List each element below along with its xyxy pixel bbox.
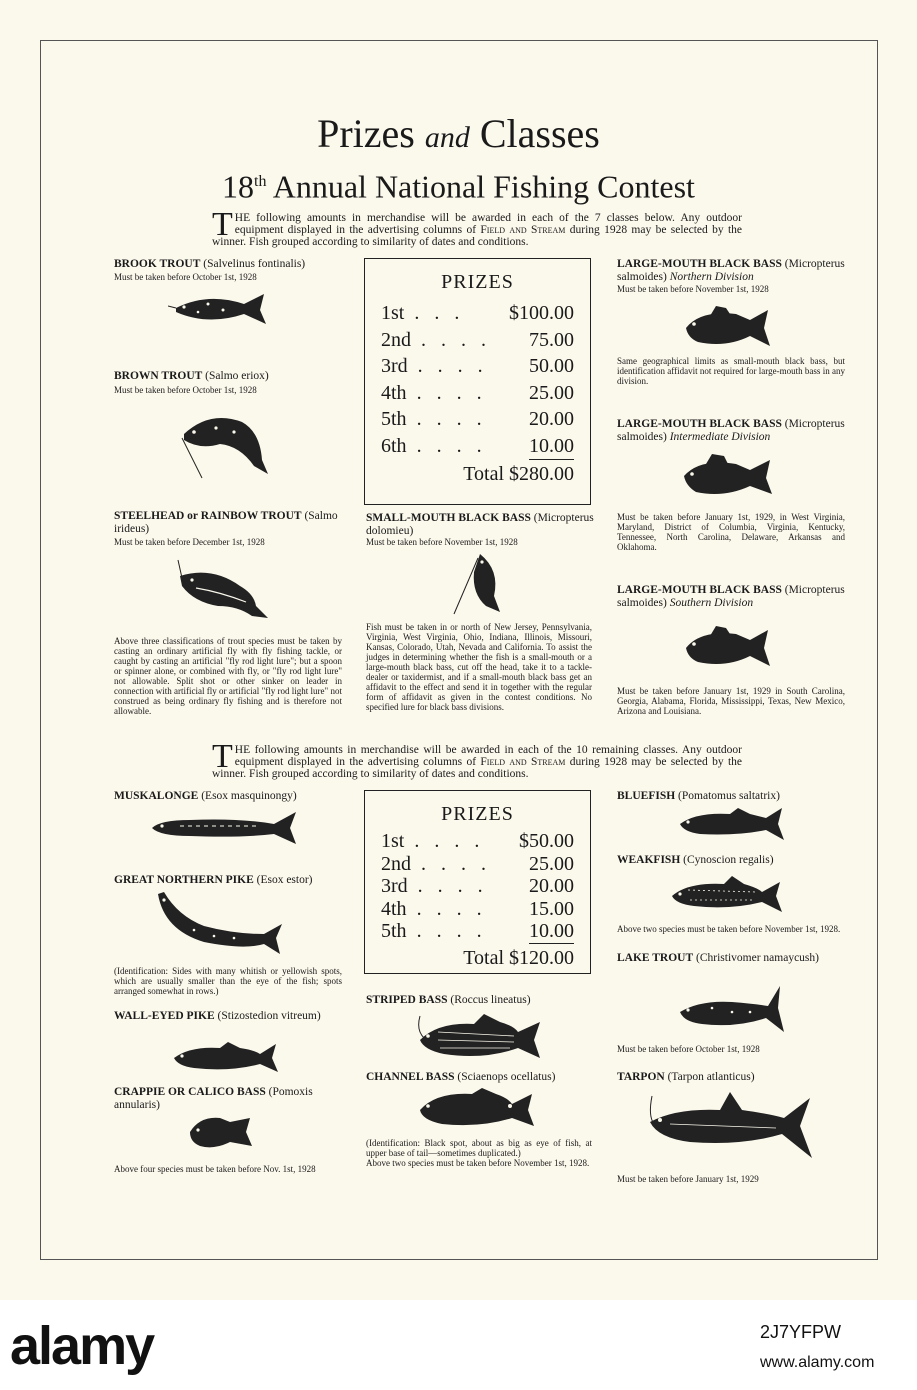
class-lake-trout: LAKE TROUT (Christivomer namaycush)	[617, 952, 819, 964]
class-largemouth-south: LARGE-MOUTH BLACK BASS (Micropterus salmoides) Southern Division	[617, 584, 845, 609]
muskalonge-icon	[150, 808, 300, 848]
prize-total-2: Total $120.00	[463, 946, 574, 969]
largemouth-bass-intermediate-icon	[678, 452, 778, 502]
watermark-url: www.alamy.com	[760, 1354, 875, 1371]
brook-trout-icon	[168, 290, 268, 330]
page-title: Prizes and Classes	[317, 111, 600, 156]
bluefish-icon	[676, 804, 786, 844]
watermark-logo: alamy	[10, 1316, 154, 1376]
prize-row: 5th . . . . 10.00	[381, 920, 574, 942]
weakfish-icon	[668, 874, 784, 918]
class-muskalonge: MUSKALONGE (Esox masquinongy)	[114, 790, 297, 802]
prize-row: 2nd . . . . 75.00	[381, 328, 574, 351]
largemouth-bass-north-icon	[680, 302, 775, 352]
striped-bass-icon	[414, 1010, 544, 1066]
rule-smallmouth-bass: Must be taken before November 1st, 1928	[366, 537, 518, 547]
rule-lake-trout: Must be taken before October 1st, 1928	[617, 1044, 760, 1054]
smallmouth-bass-icon	[450, 550, 510, 620]
prize-row: 1st . . . $100.00	[381, 302, 574, 324]
tarpon-icon	[646, 1088, 816, 1164]
prize-total-1: Total $280.00	[463, 463, 574, 485]
prize-row: 3rd . . . . 20.00	[381, 875, 574, 897]
largemouth-intermediate-note: Must be taken before January 1st, 1929, in West Virginia, Maryland, District of Columbia, Virginia, Kentucky, Tennessee, North Carolina, Delaware, Arkansas and Oklahoma.	[617, 512, 845, 552]
class-tarpon: TARPON (Tarpon atlanticus)	[617, 1071, 755, 1083]
rainbow-trout-icon	[176, 558, 270, 628]
intro-paragraph-1: THE following amounts in merchandise will be awarded in each of the 7 classes below. Any outdoor equipment displayed in the advertising columns of Field and Stream during 1928 may be selected by the winner. Fish grouped according to similarity of dates and conditions.	[212, 206, 743, 248]
prizes-box-2	[364, 790, 591, 974]
class-channel-bass: CHANNEL BASS (Sciaenops ocellatus)	[366, 1071, 556, 1083]
prizes-box-1	[364, 258, 591, 505]
rule-tarpon: Must be taken before January 1st, 1929	[617, 1174, 759, 1184]
intro-paragraph-2: THE following amounts in merchandise will be awarded in each of the 10 remaining classes. Any outdoor equipment displayed in the advertising columns of Field and Stream during 1928 may be selected by the winner. Fish grouped according to similarity of dates and conditions.	[212, 738, 743, 780]
prize-row: 3rd . . . . 50.00	[381, 355, 574, 377]
lake-trout-icon	[676, 982, 786, 1038]
northern-pike-icon	[154, 890, 284, 960]
channel-bass-icon	[416, 1084, 536, 1134]
brown-trout-icon	[180, 400, 270, 480]
walleye-icon	[170, 1040, 280, 1076]
rule-brook-trout: Must be taken before October 1st, 1928	[114, 272, 257, 282]
largemouth-bass-south-icon	[680, 622, 775, 672]
class-largemouth-intermediate: LARGE-MOUTH BLACK BASS (Micropterus salmoides) Intermediate Division	[617, 418, 845, 443]
class-largemouth-north: LARGE-MOUTH BLACK BASS (Micropterus salmoides) Northern Division	[617, 258, 845, 283]
prizes-heading-2: PRIZES	[441, 803, 514, 825]
class-smallmouth-bass: SMALL-MOUTH BLACK BASS (Micropterus dolomieu)	[366, 512, 594, 537]
class-great-northern-pike: GREAT NORTHERN PIKE (Esox estor)	[114, 874, 313, 886]
rule-brown-trout: Must be taken before October 1st, 1928	[114, 385, 257, 395]
rule-largemouth-north: Must be taken before November 1st, 1928	[617, 284, 769, 294]
class-striped-bass: STRIPED BASS (Roccus lineatus)	[366, 994, 531, 1006]
rule-steelhead-trout: Must be taken before December 1st, 1928	[114, 537, 265, 547]
prize-row: 4th . . . . 15.00	[381, 897, 574, 920]
largemouth-north-note: Same geographical limits as small-mouth black bass, but identification affidavit not required for large-mouth bass in any division.	[617, 356, 845, 386]
prize-row: 4th . . . . 25.00	[381, 381, 574, 404]
largemouth-south-note: Must be taken before January 1st, 1929 in South Carolina, Georgia, Alabama, Florida, Mississippi, Texas, New Mexico, Arizona and Louisiana.	[617, 686, 845, 716]
prize-row: 5th . . . . 20.00	[381, 408, 574, 430]
channel-bass-note: (Identification: Black spot, about as big as eye of fish, at upper base of tail—sometimes duplicated.) Above two species must be taken before November 1st, 1928.	[366, 1138, 592, 1168]
class-bluefish: BLUEFISH (Pomatomus saltatrix)	[617, 790, 780, 802]
class-crappie: CRAPPIE OR CALICO BASS (Pomoxis annularis)	[114, 1086, 313, 1111]
class-brook-trout: BROOK TROUT (Salvelinus fontinalis)	[114, 258, 306, 270]
prize-row: 2nd . . . . 25.00	[381, 852, 574, 875]
prizes-heading-1: PRIZES	[441, 271, 514, 293]
watermark-image-id: 2J7YFPW	[760, 1322, 842, 1342]
pike-identification-note: (Identification: Sides with many whitish or yellowish spots, which are usually smaller than the eye of the fish; spots arranged somewhat in rows.)	[114, 966, 342, 996]
trout-rules-note: Above three classifications of trout species must be taken by casting an ordinary artificial fly with fly fishing tackle, or caught by casting an artificial "fly rod light lure"; but a spoon or spinner alone, or combined with fly, or "fly rod light lure" not allowable. Split shot or other sinker on leader in connection with artificial fly or artificial "fly rod light lure" not construed as being ordinary fly fishing and is therefore not allowable.	[114, 636, 342, 716]
class-walleyed-pike: WALL-EYED PIKE (Stizostedion vitreum)	[114, 1010, 321, 1022]
page-subtitle: 18th Annual National Fishing Contest	[222, 168, 695, 205]
four-species-note: Above four species must be taken before Nov. 1st, 1928	[114, 1164, 316, 1174]
crappie-icon	[186, 1112, 256, 1152]
class-brown-trout: BROWN TROUT (Salmo eriox)	[114, 370, 269, 382]
prize-row: 1st . . . . $50.00	[381, 830, 574, 852]
class-weakfish: WEAKFISH (Cynoscion regalis)	[617, 854, 774, 866]
class-steelhead-trout: STEELHEAD or RAINBOW TROUT (Salmo irideus)	[114, 510, 338, 535]
prize-row: 6th . . . . 10.00	[365, 433, 590, 461]
smallmouth-note: Fish must be taken in or north of New Jersey, Pennsylvania, Virginia, West Virginia, Ohio, Indiana, Illinois, Missouri, Kansas, Colorado, Utah, Nevada and California. To assist the judges in determining whether the fish is a small-mouth or a large-mouth black bass, cut off the head, take it to a tackle-dealer or taxidermist, and if a small-mouth black bass get an affidavit to the effect and send it in together with the regular form of affidavit as given in the contest conditions. No specified lure for black bass divisions.	[366, 622, 592, 712]
two-species-note-right: Above two species must be taken before November 1st, 1928.	[617, 924, 841, 934]
